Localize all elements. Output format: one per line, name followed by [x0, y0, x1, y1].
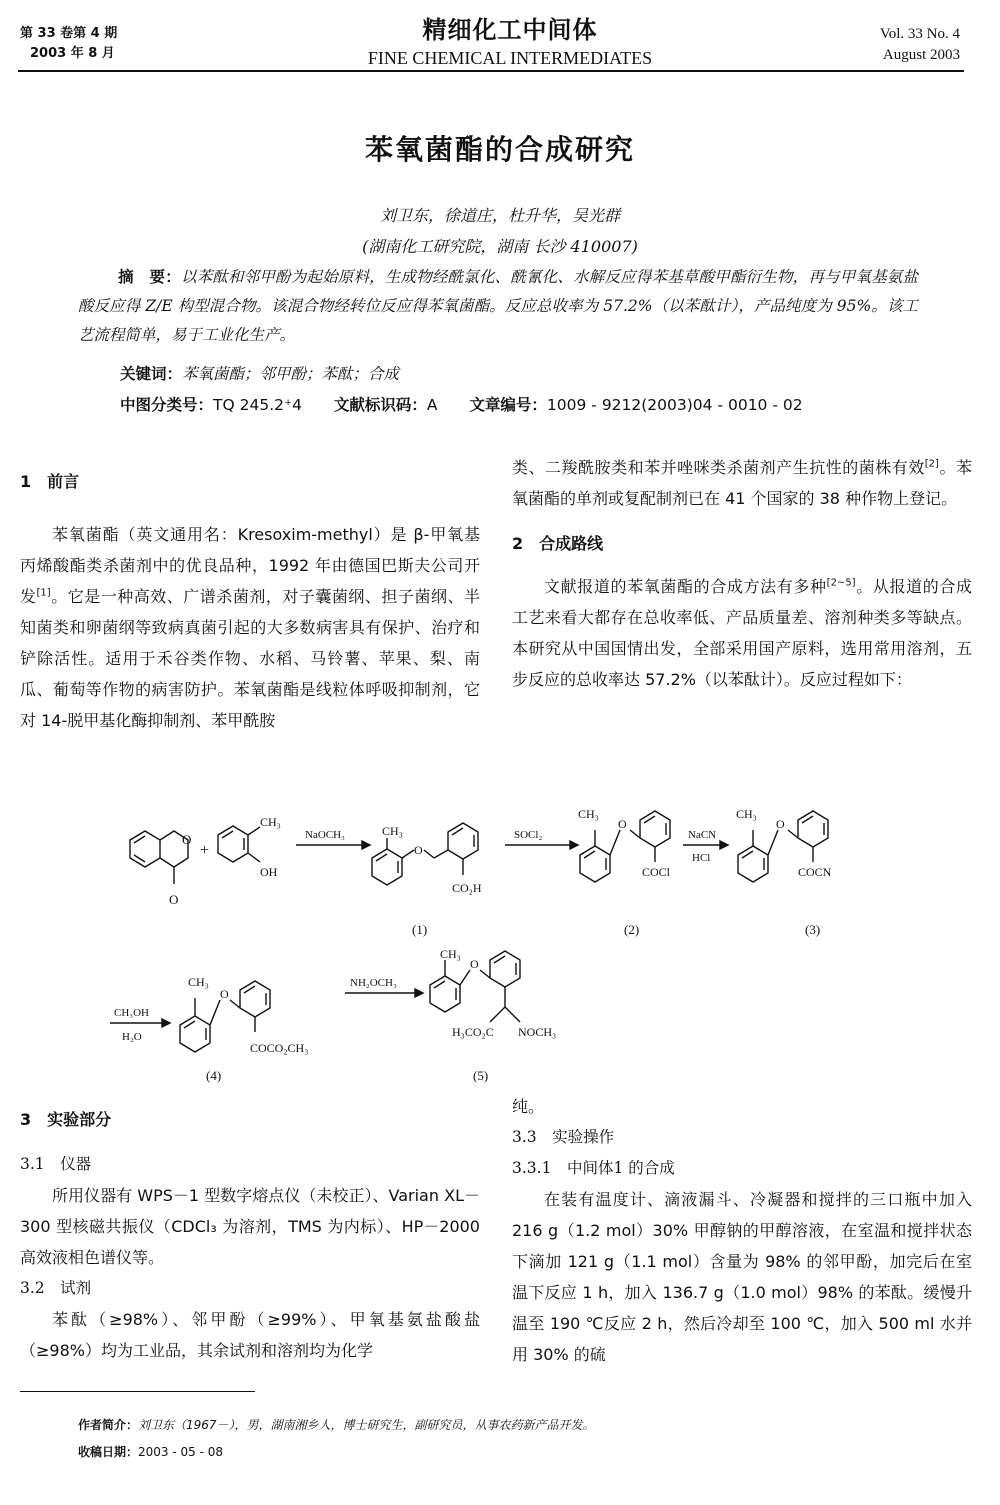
plus-sign: +: [200, 842, 210, 859]
o-cresol-structure: [218, 815, 281, 879]
clc-label: 中图分类号：: [120, 396, 214, 414]
article-no-value: 1009 - 9212(2003)04 - 0010 - 02: [546, 396, 803, 414]
right-continuation: [512, 452, 972, 514]
author-footnote: [78, 1416, 595, 1433]
c1-ch3: CH₃: [382, 824, 403, 838]
doc-code-value: A: [426, 396, 438, 414]
volume-en: Vol. 33 No. 4: [879, 26, 960, 42]
date-en: August 2003: [882, 47, 960, 63]
c1-o: O: [414, 843, 423, 857]
section-1-text-b: 。它是一种高效、广谱杀菌剂，对子囊菌纲、担子菌纲、半知菌类和卵菌纲等致病真菌引起的大多数病害具有保护、治疗和铲除活性。适用于禾谷类作物、水稻、马铃薯、苹果、梨、南瓜、葡萄等作物的病害防护。苯氧菌酯是线粒体呼吸抑制剂，它对 14-脱甲基化酶抑制剂、苯甲酰胺: [20, 587, 480, 730]
c3-cocn: COCN: [798, 865, 832, 879]
right-cont-text-b: 。苯氧菌酯的单剂或复配制剂已在 41 个国家的 38 种作物上登记。: [512, 458, 972, 508]
clc-value: TQ 245.2⁺4: [213, 396, 303, 414]
received-date-label: 收稿日期：: [78, 1445, 139, 1459]
right-column: [512, 452, 972, 695]
article-no-label: 文章编号：: [469, 396, 547, 414]
compound-2-structure: [578, 807, 671, 882]
keywords-text: 苯氧菌酯；邻甲酚；苯酞；合成: [182, 365, 400, 383]
c5-o: O: [470, 957, 479, 971]
c2-ch3: CH₃: [578, 807, 599, 821]
section-3-3-heading: 3.3 实验操作: [512, 1128, 615, 1146]
issue-info: [20, 24, 117, 64]
reagent-nh2och3: NH₂OCH₃: [350, 977, 397, 989]
phthalide-carbonyl-o: O: [169, 892, 179, 907]
citation-1: [1]: [36, 587, 51, 599]
right-column-bottom: [512, 1091, 972, 1370]
compound-1-structure: [372, 823, 482, 895]
reagent-hcl: HCl: [692, 852, 711, 864]
compound-3-structure: [736, 807, 832, 882]
abstract-text: 以苯酞和邻甲酚为起始原料，生成物经酰氯化、酰氰化、水解反应得苯基草酸甲酯衍生物，再与甲氧基氨盐酸反应得 Z/E 构型混合物。该混合物经转位反应得苯氧菌酯。反应总收率为 57.2%（以苯酞计），产品纯度为 95%。该工艺流程简单，易于工业化生产。: [78, 268, 918, 344]
c2-o: O: [618, 817, 627, 831]
article-affiliation: (湖南化工研究院，湖南 长沙 410007): [362, 237, 638, 256]
label-3: (3): [805, 922, 821, 937]
section-2-text-b: 。从报道的合成工艺来看大都存在总收率低、产品质量差、溶剂种类多等缺点。本研究从中国国情出发，全部采用国产原料，选用常用溶剂，五步反应的总收率达 57.2%（以苯酞计）。反应过程如下：: [512, 577, 972, 689]
section-3-1-heading: 3.1 仪器: [20, 1155, 92, 1173]
c5-ch3: CH₃: [440, 947, 461, 961]
c3-o: O: [776, 817, 785, 831]
label-1: (1): [412, 922, 428, 937]
classification: [120, 393, 803, 415]
issue-info-en: [880, 24, 960, 66]
section-3-1-text: 所用仪器有 WPS－1 型数字熔点仪（未校正）、Varian XL－300 型核磁共振仪（CDCl₃ 为溶剂，TMS 为内标）、HP－2000 高效液相色谱仪等。: [20, 1186, 480, 1267]
reagent-nacn: NaCN: [688, 829, 717, 841]
reagent-naoch3: NaOCH₃: [305, 829, 345, 841]
reagent-ch3oh: CH₃OH: [114, 1007, 150, 1019]
phthalide-structure: [130, 831, 191, 907]
section-1-heading: 1 前言: [20, 472, 80, 491]
label-5: (5): [473, 1068, 489, 1083]
date-cn: 2003 年 8 月: [30, 46, 115, 61]
section-2-text-a: 文献报道的苯氧菌酯的合成方法有多种: [544, 577, 827, 596]
left-column: [20, 466, 480, 736]
section-3-3-1-heading: 3.3.1 中间体1 的合成: [512, 1159, 675, 1177]
c5-noch3: NOCH₃: [518, 1025, 557, 1039]
c2-cocl: COCl: [642, 865, 671, 879]
keywords: [120, 362, 399, 384]
journal-name: [300, 14, 720, 70]
header-rule: [18, 70, 964, 72]
volume-cn: 第 33 卷第 4 期: [20, 26, 118, 41]
doc-code-label: 文献标识码：: [333, 396, 427, 414]
left-column-bottom: [20, 1104, 480, 1366]
received-date-text: 2003 - 05 - 08: [138, 1445, 224, 1459]
reagent-h2o: H₂O: [122, 1031, 142, 1043]
compound-4-structure: [180, 975, 308, 1055]
received-date: [78, 1443, 223, 1460]
journal-name-en: FINE CHEMICAL INTERMEDIATES: [367, 48, 653, 68]
section-3-2-text: 苯酞（≥98%）、邻甲酚（≥99%）、甲氧基氨盐酸盐（≥98%）均为工业品，其余试剂和溶剂均为化学: [20, 1310, 480, 1360]
cresol-ch3: CH₃: [260, 815, 281, 829]
abstract-label: 摘 要：: [118, 268, 181, 286]
reaction-scheme: [100, 800, 980, 1090]
c3-ch3: CH₃: [736, 807, 757, 821]
article-title: 苯氧菌酯的合成研究: [364, 133, 635, 166]
footnote-rule: [20, 1391, 255, 1392]
section-3-2-heading: 3.2 试剂: [20, 1279, 92, 1297]
section-3-heading: 3 实验部分: [20, 1110, 112, 1129]
citation-2: [2]: [924, 458, 939, 470]
journal-name-cn: 精细化工中间体: [422, 16, 598, 44]
c4-o: O: [220, 987, 229, 1001]
c5-ester: H₃CO₂C: [452, 1025, 494, 1039]
c4-cooch3: COCO₂CH₃: [250, 1041, 309, 1055]
abstract: [78, 263, 918, 350]
section-2-paragraph: [512, 571, 972, 695]
section-1-paragraph: [20, 519, 480, 736]
compound-5-structure: [430, 947, 556, 1039]
author-footnote-label: 作者简介：: [78, 1418, 139, 1432]
article-authors: 刘卫东，徐道庄，杜升华，吴光群: [379, 206, 620, 225]
phthalide-o: O: [182, 832, 192, 847]
label-4: (4): [206, 1068, 222, 1083]
section-3-3-1-text: 在装有温度计、滴液漏斗、冷凝器和搅拌的三口瓶中加入 216 g（1.2 mol）30% 甲醇钠的甲醇溶液，在室温和搅拌状态下滴加 121 g（1.1 mol）含量为 98% 的邻甲酚，加完后在室温下反应 1 h，加入 136.7 g（1.0 mol）98% 的苯酞。缓慢升温至 190 ℃反应 2 h，然后冷却至 100 ℃，加入 500 ml 水并用 30% 的硫: [512, 1190, 972, 1364]
c1-co2h: CO₂H: [452, 881, 482, 895]
c4-ch3: CH₃: [188, 975, 209, 989]
label-2: (2): [624, 922, 640, 937]
right-bottom-continuation: 纯。: [512, 1097, 545, 1116]
right-cont-text-a: 类、二羧酰胺类和苯并唑咪类杀菌剂产生抗性的菌株有效: [512, 458, 925, 477]
citation-2-5: [2~5]: [826, 577, 856, 589]
section-2-heading: 2 合成路线: [512, 534, 604, 553]
cresol-oh: OH: [260, 865, 278, 879]
keywords-label: 关键词：: [120, 365, 183, 383]
section-1-text-a: 苯氧菌酯（英文通用名：Kresoxim-methyl）是 β-甲氧基丙烯酸酯类杀菌剂中的优良品种，1992 年由德国巴斯夫公司开发: [20, 525, 480, 606]
author-footnote-text: 刘卫东（1967－），男，湖南湘乡人，博士研究生，副研究员，从事农药新产品开发。: [138, 1418, 595, 1432]
reagent-socl2: SOCl₂: [514, 829, 543, 841]
